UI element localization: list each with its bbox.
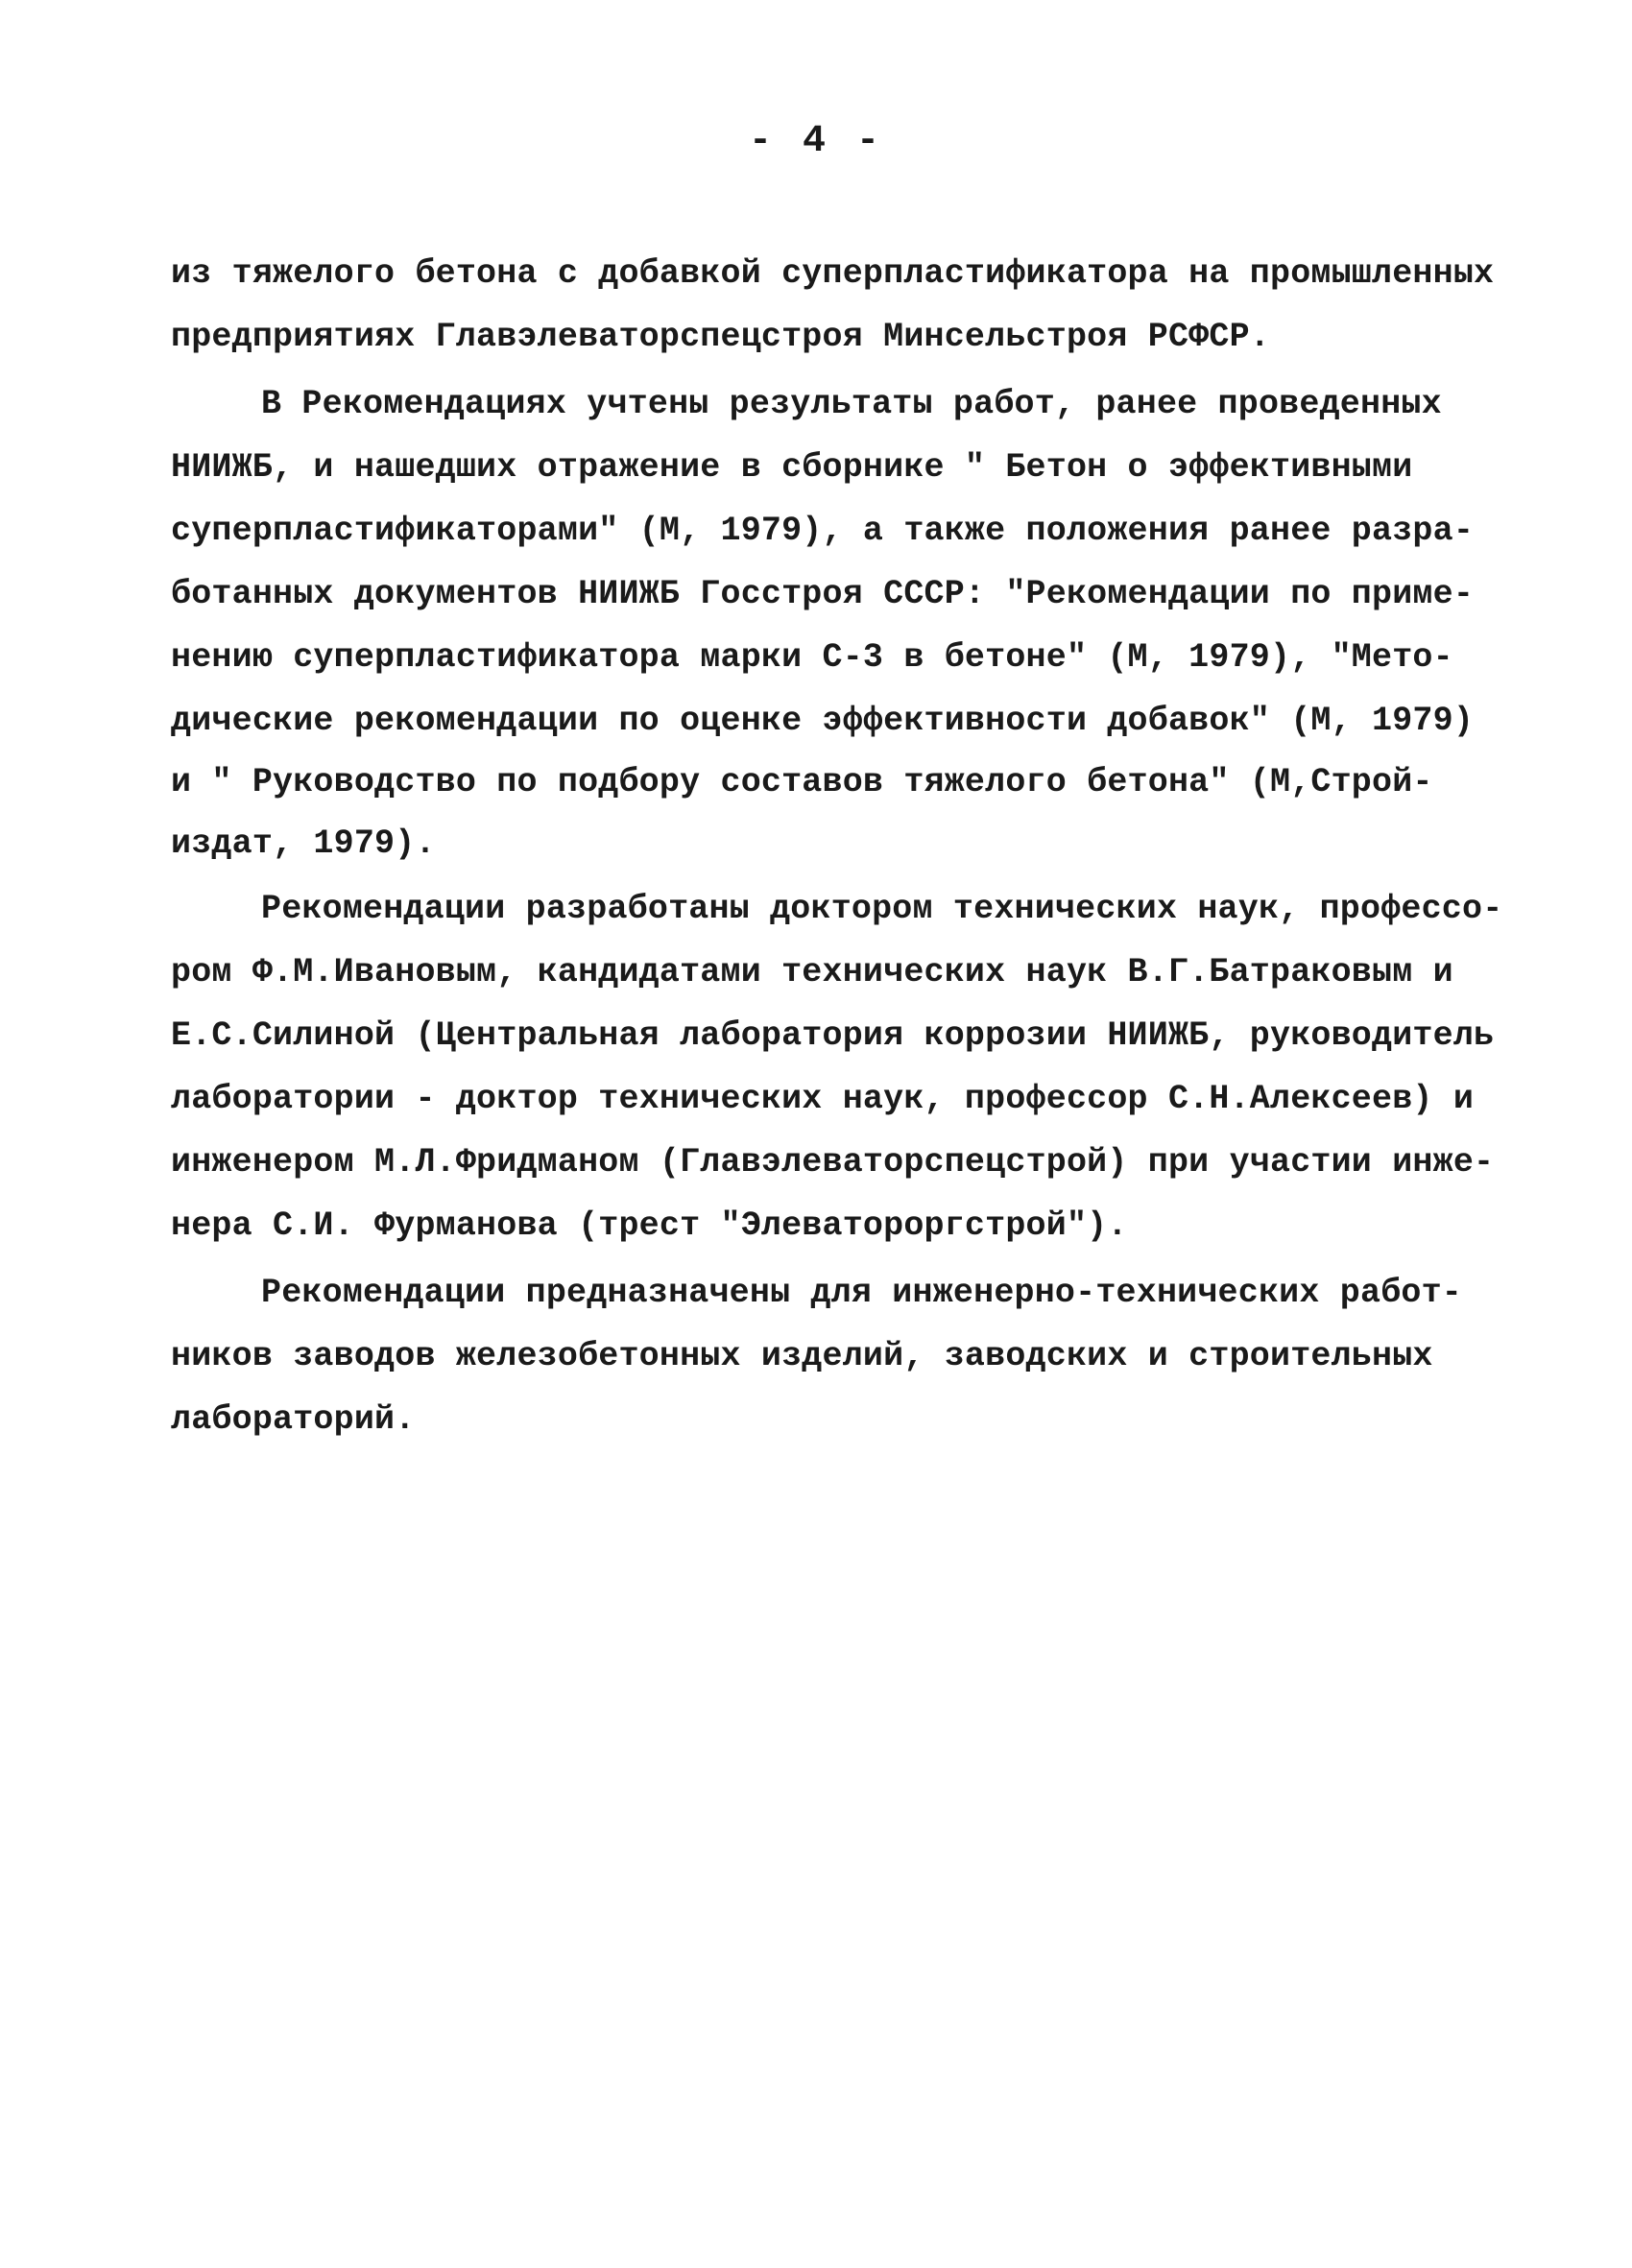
text-line: ром Ф.М.Ивановым, кандидатами технических наук В.Г.Батраковым и bbox=[171, 953, 1453, 991]
text-line: ников заводов железобетонных изделий, заводских и строительных bbox=[171, 1337, 1433, 1375]
text-line: дические рекомендации по оценке эффективности добавок" (М, 1979) bbox=[171, 702, 1475, 740]
text-line: лабораторий. bbox=[171, 1400, 416, 1439]
text-line: издат, 1979). bbox=[171, 824, 436, 863]
text-line: В Рекомендациях учтены результаты работ, ранее проведенных bbox=[261, 385, 1442, 423]
text-line: инженером М.Л.Фридманом (Главэлеваторспецстрой) при участии инже- bbox=[171, 1143, 1495, 1182]
text-line: и " Руководство по подбору составов тяжелого бетона" (М,Строй- bbox=[171, 763, 1433, 801]
text-line: ботанных документов НИИЖБ Госстроя СССР: "Рекомендации по приме- bbox=[171, 575, 1475, 613]
page-number: - 4 - bbox=[748, 120, 884, 163]
text-line: суперпластификаторами" (М, 1979), а также положения ранее разра- bbox=[171, 512, 1475, 550]
text-line: Рекомендации предназначены для инженерно-технических работ- bbox=[261, 1274, 1463, 1312]
text-line: из тяжелого бетона с добавкой суперпластификатора на промышленных bbox=[171, 254, 1495, 293]
text-line: предприятиях Главэлеваторспецстроя Минсельстроя РСФСР. bbox=[171, 318, 1270, 356]
text-line: нера С.И. Фурманова (трест "Элеватороргстрой"). bbox=[171, 1206, 1128, 1245]
text-line: Рекомендации разработаны доктором технических наук, профессо- bbox=[261, 890, 1503, 928]
text-line: НИИЖБ, и нашедших отражение в сборнике " Бетон о эффективными bbox=[171, 448, 1413, 487]
text-line: нению суперпластификатора марки С-3 в бетоне" (М, 1979), "Мето- bbox=[171, 638, 1453, 677]
text-line: лаборатории - доктор технических наук, профессор С.Н.Алексеев) и bbox=[171, 1080, 1475, 1118]
text-line: Е.С.Силиной (Центральная лаборатория коррозии НИИЖБ, руководитель bbox=[171, 1016, 1495, 1055]
